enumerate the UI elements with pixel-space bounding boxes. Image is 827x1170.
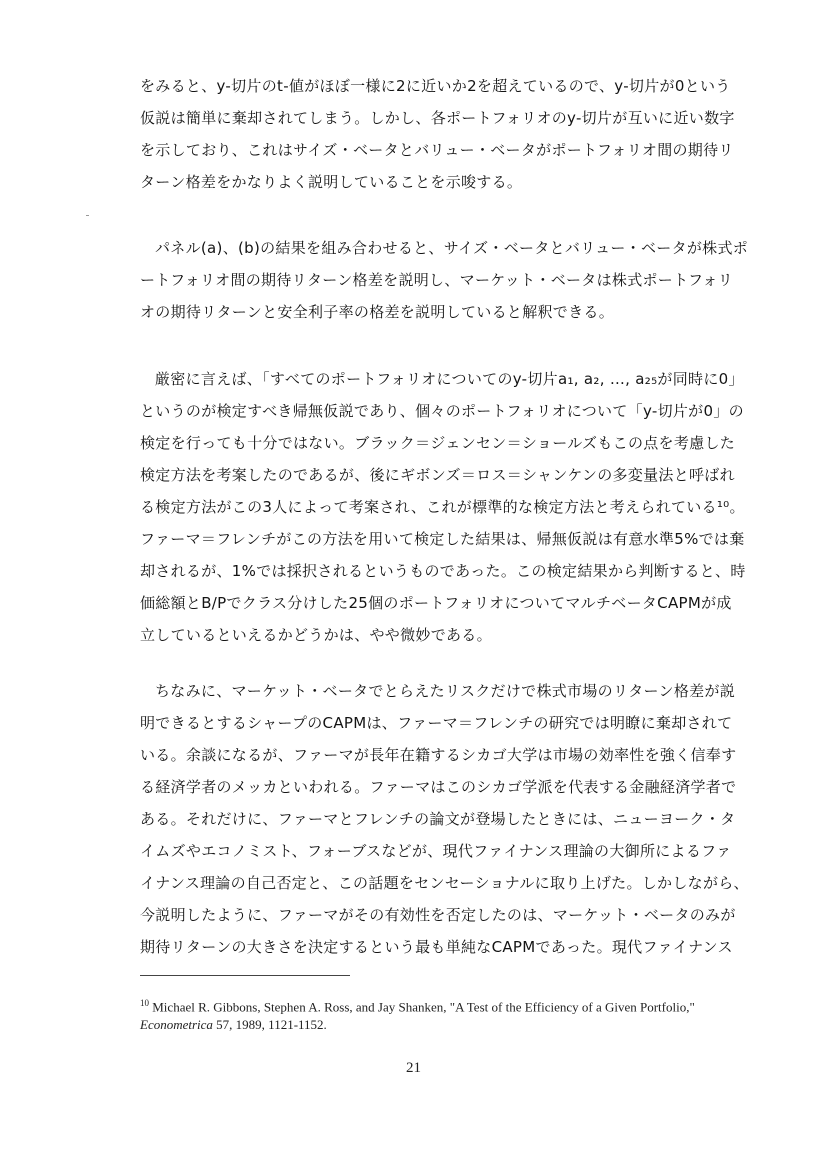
text-line: 明できるとするシャープのCAPMは、ファーマ＝フレンチの研究では明瞭に棄却されて xyxy=(140,714,733,732)
footnote-details: 57, 1989, 1121-1152. xyxy=(212,1017,327,1033)
footnote-text: Michael R. Gibbons, Stephen A. Ross, and Jay Shanken, "A Test of the Efficiency of a Given Portfolio," xyxy=(152,999,695,1015)
text-line: というのが検定すべき帰無仮説であり、個々のポートフォリオについて「y-切片が0」の xyxy=(140,402,744,420)
text-line: ートフォリオ間の期待リターン格差を説明し、マーケット・ベータは株式ポートフォリ xyxy=(140,271,734,289)
text-line: イナンス理論の自己否定と、この話題をセンセーショナルに取り上げた。しかしながら、 xyxy=(140,874,749,892)
text-line: 価総額とB/Pでクラス分けした25個のポートフォリオについてマルチベータCAPMが成 xyxy=(140,594,732,612)
page-number: 21 xyxy=(406,1060,421,1076)
text-line: を示しており、これはサイズ・ベータとバリュー・ベータがポートフォリオ間の期待リ xyxy=(140,141,734,159)
text-line: をみると、y-切片のt-値がほぼ一様に2に近いか2を超えているので、y-切片が0という xyxy=(140,77,731,95)
margin-mark xyxy=(86,215,89,216)
text-line: る検定方法がこの3人によって考案され、これが標準的な検定方法と考えられている¹⁰。 xyxy=(140,498,745,516)
text-line: 仮説は簡単に棄却されてしまう。しかし、各ポートフォリオのy-切片が互いに近い数字 xyxy=(140,109,735,127)
text-line: 検定方法を考案したのであるが、後にギボンズ＝ロス＝シャンケンの多変量法と呼ばれ xyxy=(140,466,735,484)
text-line: る経済学者のメッカといわれる。ファーマはこのシカゴ学派を代表する金融経済学者で xyxy=(140,778,737,796)
text-line: 検定を行っても十分ではない。ブラック＝ジェンセン＝ショールズもこの点を考慮した xyxy=(140,434,736,452)
footnote-separator xyxy=(140,975,350,976)
footnote-journal: Econometrica xyxy=(140,1017,213,1033)
text-line: ターン格差をかなりよく説明していることを示唆する。 xyxy=(140,173,523,191)
text-line: オの期待リターンと安全利子率の格差を説明していると解釈できる。 xyxy=(140,303,615,321)
paragraph-1 xyxy=(140,70,735,198)
text-line: ある。それだけに、ファーマとフレンチの論文が登場したときには、ニューヨーク・タ xyxy=(140,810,736,828)
text-line: ファーマ＝フレンチがこの方法を用いて検定した結果は、帰無仮説は有意水準5%では棄 xyxy=(140,530,745,548)
text-line: 立しているといえるかどうかは、やや微妙である。 xyxy=(140,626,492,644)
text-line: イムズやエコノミスト、フォーブスなどが、現代ファイナンス理論の大御所によるファ xyxy=(140,842,732,860)
footnote xyxy=(140,994,740,1034)
text-line: 期待リターンの大きさを決定するという最も単純なCAPMであった。現代ファイナンス xyxy=(140,938,733,956)
text-line: いる。余談になるが、ファーマが長年在籍するシカゴ大学は市場の効率性を強く信奉す xyxy=(140,746,737,764)
paragraph-2 xyxy=(140,232,749,328)
footnote-number: 10 xyxy=(140,998,149,1008)
text-line: 今説明したように、ファーマがその有効性を否定したのは、マーケット・ベータのみが xyxy=(140,906,736,924)
text-line: ちなみに、マーケット・ベータでとらえたリスクだけで株式市場のリターン格差が説 xyxy=(155,682,736,700)
paragraph-4 xyxy=(140,675,749,963)
text-line: 却されるが、1%では採択されるというものであった。この検定結果から判断すると、時 xyxy=(140,562,746,580)
paragraph-3 xyxy=(140,363,746,651)
text-line: パネル(a)、(b)の結果を組み合わせると、サイズ・ベータとバリュー・ベータが株式ポ xyxy=(155,239,749,257)
text-line: 厳密に言えば、「すべてのポートフォリオについてのy-切片a₁, a₂, …, a₂₅が同時に0」 xyxy=(155,370,744,388)
